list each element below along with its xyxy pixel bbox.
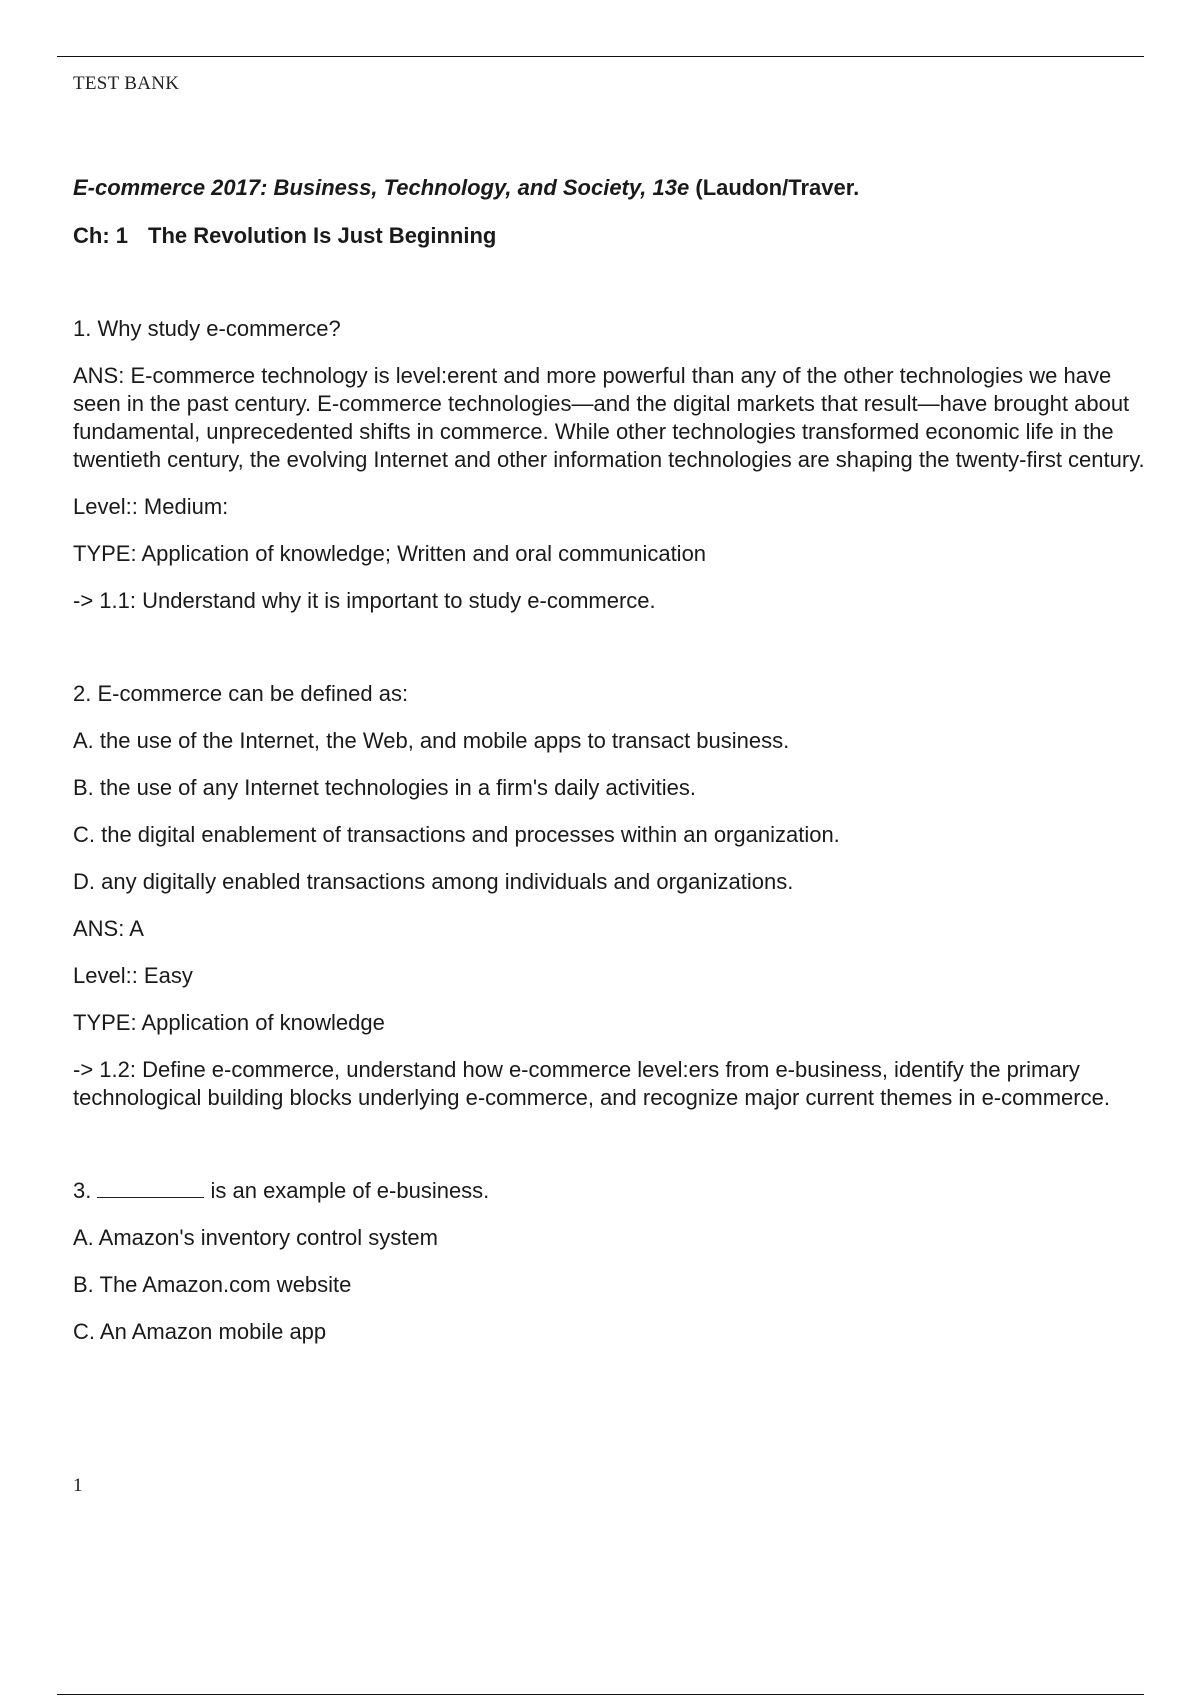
option-d: D. any digitally enabled transactions among individuals and organizations. <box>73 869 794 894</box>
chapter-heading <box>73 222 1153 250</box>
difficulty-level: Level:: Medium: <box>73 494 229 519</box>
chapter-title: The Revolution Is Just Beginning <box>148 223 497 248</box>
question-number: 3. <box>73 1178 92 1203</box>
book-title-authors: (Laudon/Traver. <box>689 175 860 200</box>
question-type: TYPE: Application of knowledge; Written and oral communication <box>73 541 707 566</box>
option-c: C. the digital enablement of transactions and processes within an organization. <box>73 822 840 847</box>
difficulty-level: Level:: Easy <box>73 963 193 988</box>
question-type: TYPE: Application of knowledge <box>73 1010 385 1035</box>
question-3 <box>73 1177 1153 1346</box>
question-stem <box>73 1177 1153 1205</box>
answer-text: ANS: E-commerce technology is level:erent and more powerful than any of the other technologies we have seen in the past century. E-commerce technologies—and the digital markets that result—have brought about fundamental, unprecedented shifts in commerce. While other technologies transformed economic life in the twentieth century, the evolving Internet and other information technologies are shaping the twenty-first century. <box>73 363 1145 472</box>
page-header: TEST BANK <box>73 73 180 94</box>
chapter-number: Ch: 1 <box>73 223 128 248</box>
question-stem: 2. E-commerce can be defined as: <box>73 681 409 706</box>
bottom-rule <box>57 1694 1144 1695</box>
top-rule <box>57 56 1144 57</box>
learning-objective: -> 1.1: Understand why it is important to study e-commerce. <box>73 588 656 613</box>
learning-objective: -> 1.2: Define e-commerce, understand how e-commerce level:ers from e-business, identify the primary technological building blocks underlying e-commerce, and recognize major current themes in e-commerce. <box>73 1057 1110 1110</box>
question-stem-text: is an example of e-business. <box>210 1178 490 1203</box>
question-2 <box>73 680 1153 1112</box>
answer-key: ANS: A <box>73 916 144 941</box>
book-title <box>73 174 1153 202</box>
option-a: A. the use of the Internet, the Web, and mobile apps to transact business. <box>73 728 790 753</box>
question-stem: 1. Why study e-commerce? <box>73 316 341 341</box>
option-a: A. Amazon's inventory control system <box>73 1225 438 1250</box>
option-b: B. the use of any Internet technologies in a firm's daily activities. <box>73 775 696 800</box>
option-c: C. An Amazon mobile app <box>73 1319 327 1344</box>
question-1 <box>73 315 1153 615</box>
option-b: B. The Amazon.com website <box>73 1272 352 1297</box>
book-title-italic: E-commerce 2017: Business, Technology, and Society, 13e <box>73 175 690 200</box>
document-body <box>73 174 1153 1346</box>
fill-in-blank <box>97 1179 204 1198</box>
page-number: 1 <box>73 1475 83 1496</box>
